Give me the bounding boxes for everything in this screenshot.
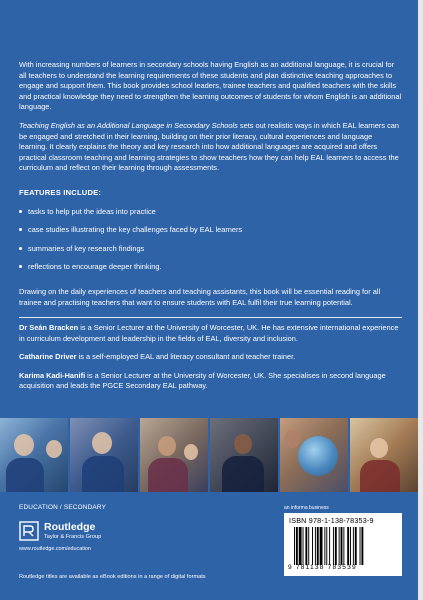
classroom-photo xyxy=(350,418,418,492)
student-face xyxy=(92,432,112,454)
barcode-bar xyxy=(317,527,319,565)
barcode-bar xyxy=(350,527,351,565)
barcode-bar xyxy=(347,527,349,565)
routledge-emblem-icon xyxy=(19,521,39,541)
ebook-note: Routledge titles are available as eBook editions in a range of digital formats xyxy=(19,574,206,580)
category-label: EDUCATION / SECONDARY xyxy=(19,504,107,511)
barcode-bar xyxy=(308,527,309,565)
classroom-photo-strip xyxy=(0,418,418,492)
student-face xyxy=(234,434,252,454)
author-name: Karima Kadi-Hanifi xyxy=(19,370,86,380)
classroom-photo xyxy=(210,418,278,492)
author-name: Dr Seán Bracken xyxy=(19,323,79,332)
classroom-photo xyxy=(70,418,138,492)
student-uniform xyxy=(82,456,124,492)
barcode-panel xyxy=(284,513,402,576)
barcode-bar xyxy=(333,527,334,565)
barcode-block xyxy=(284,505,402,577)
classroom-photo xyxy=(280,418,348,492)
informa-tagline: an informa business xyxy=(284,505,329,511)
barcode-icon xyxy=(294,527,394,565)
page-edge xyxy=(418,0,423,600)
author-name: Catharine Driver xyxy=(19,352,77,362)
blurb xyxy=(19,60,402,316)
title-sentence-rest: sets out realistic ways in which EAL learners can be engaged and stretched in their learning, building on their prior literacy, cultural experiences and language learning. It clearly explains the theory and key research into how additional languages are acquired and offers practical classroom teaching and learning strategies to show teachers how they can help EAL learners to access the curriculum and reflect on their learning through assessments. xyxy=(19,120,400,173)
student-face xyxy=(46,440,62,458)
barcode-bar xyxy=(343,527,344,565)
closing-paragraph: Drawing on the daily experiences of teachers and teaching assistants, this book will be essential reading for all trainee and practising teachers that want to ensure students with EAL fulfil their true learning potential. xyxy=(19,286,381,307)
author-bio xyxy=(19,371,402,392)
description-paragraph: With increasing numbers of learners in secondary schools having English as an additional language, it is crucial for all teachers to understand the learning requirements of these students and plan distinctive teaching approaches to engage and support them. This book provides school leaders, trainee teachers and qualified teachers with the skills and practical knowledge they need to strengthen the learning outcomes of students for whom English is an additional language. xyxy=(19,60,402,112)
barcode-bar xyxy=(299,527,302,565)
barcode-bar xyxy=(341,527,343,565)
student-uniform xyxy=(222,456,264,492)
author-bio xyxy=(19,352,402,363)
barcode-bar xyxy=(294,527,295,565)
student-uniform xyxy=(360,460,400,492)
barcode-bar xyxy=(303,527,304,565)
barcode-bar xyxy=(320,527,323,565)
classroom-photo xyxy=(0,418,68,492)
feature-item: case studies illustrating the key challenges faced by EAL learners xyxy=(19,225,402,236)
title-sentence xyxy=(19,121,402,174)
publisher-website: www.routledge.com/education xyxy=(19,546,91,552)
isbn-text: ISBN 978-1-138-78353-9 xyxy=(289,516,374,525)
barcode-bar xyxy=(335,527,337,565)
book-title: Teaching English as an Additional Language in Secondary Schools xyxy=(19,120,238,130)
barcode-bar xyxy=(326,527,327,565)
barcode-bar xyxy=(324,527,325,565)
barcode-bar xyxy=(361,527,363,565)
student-face xyxy=(184,444,198,460)
feature-item: reflections to encourage deeper thinking. xyxy=(19,262,402,273)
barcode-bar xyxy=(315,527,316,565)
feature-item: tasks to help put the ideas into practice xyxy=(19,207,402,218)
author-bio-text: is a Senior Lecturer at the University of Worcester, UK. She specialises in second language acquisition and leads the PGCE Secondary EAL pathway. xyxy=(19,370,386,391)
student-headscarf xyxy=(148,458,188,492)
publisher-name: Routledge xyxy=(44,521,96,533)
author-bios xyxy=(19,323,402,400)
barcode-bar xyxy=(339,527,340,565)
barcode-bar xyxy=(353,527,354,565)
student-face xyxy=(14,434,34,456)
barcode-digits: 9 781138 783539 xyxy=(288,564,357,571)
feature-item: summaries of key research findings xyxy=(19,244,402,255)
student-face xyxy=(158,436,176,456)
student-face xyxy=(284,430,300,448)
student-face xyxy=(370,438,388,458)
feature-list xyxy=(19,207,402,273)
barcode-bar xyxy=(360,527,361,565)
barcode-bar xyxy=(296,527,298,565)
author-bio-text: is a self-employed EAL and literacy consultant and teacher trainer. xyxy=(76,352,296,362)
author-bio-text: is a Senior Lecturer at the University of Worcester, UK. He has extensive international experience in curriculum development and leadership in the fields of EAL, diversity and inclusion. xyxy=(19,323,399,343)
divider xyxy=(19,317,402,318)
barcode-bar xyxy=(305,527,307,565)
features-heading: FEATURES INCLUDE: xyxy=(19,187,102,197)
barcode-bar xyxy=(355,527,357,565)
student-uniform xyxy=(6,458,44,492)
author-bio xyxy=(19,323,402,344)
barcode-bar xyxy=(329,527,330,565)
publisher-subtitle: Taylor & Francis Group xyxy=(44,534,102,540)
globe xyxy=(298,436,338,476)
barcode-bar xyxy=(312,527,313,565)
classroom-photo xyxy=(140,418,208,492)
